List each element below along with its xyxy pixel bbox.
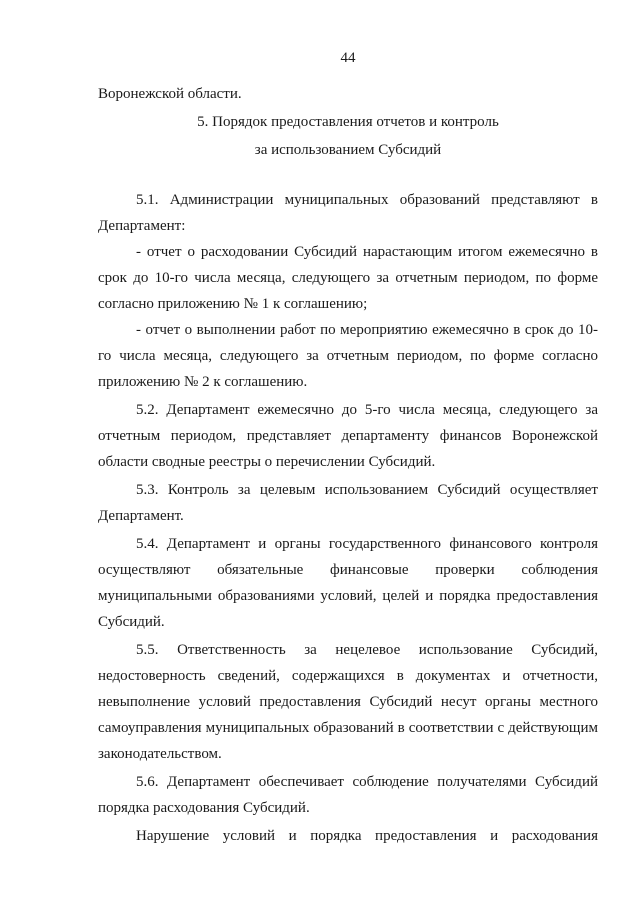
list-item-line: го числа месяца, следующего за отчетным периодом, по форме согласно — [98, 348, 598, 364]
text-line: Воронежской области. — [98, 86, 242, 102]
paragraph-5-4-line: 5.4. Департамент и органы государственного финансового контроля — [136, 536, 598, 552]
paragraph-5-5-line: 5.5. Ответственность за нецелевое использование Субсидий, — [136, 642, 598, 658]
paragraph-5-3-line: Департамент. — [98, 508, 184, 524]
paragraph-5-5-line: самоуправления муниципальных образований в соответствии с действующим — [98, 720, 598, 736]
paragraph-5-5-line: законодательством. — [98, 746, 222, 762]
list-item-line: срок до 10-го числа месяца, следующего за отчетным периодом, по форме — [98, 270, 598, 286]
paragraph-5-1-line: 5.1. Администрации муниципальных образований представляют в — [136, 192, 598, 208]
list-item-line: - отчет о расходовании Субсидий нарастающим итогом ежемесячно в — [136, 244, 598, 260]
paragraph-5-6-line: 5.6. Департамент обеспечивает соблюдение получателями Субсидий — [136, 774, 598, 790]
paragraph-5-4-line: муниципальными образованиями условий, целей и порядка предоставления — [98, 588, 598, 604]
section-heading-line-2: за использованием Субсидий — [254, 142, 442, 158]
paragraph-5-5-line: недостоверность сведений, содержащихся в документах и отчетности, — [98, 668, 598, 684]
paragraph-5-2-line: отчетным периодом, представляет департаменту финансов Воронежской — [98, 428, 598, 444]
list-item-line: - отчет о выполнении работ по мероприятию ежемесячно в срок до 10- — [136, 322, 598, 338]
paragraph-5-2-line: 5.2. Департамент ежемесячно до 5-го числа месяца, следующего за — [136, 402, 598, 418]
section-heading-line-1: 5. Порядок предоставления отчетов и контроль — [197, 114, 499, 130]
list-item-line: согласно приложению № 1 к соглашению; — [98, 296, 368, 312]
paragraph-5-5-line: невыполнение условий предоставления Субсидий несут органы местного — [98, 694, 598, 710]
paragraph-5-1-line: Департамент: — [98, 218, 186, 234]
paragraph-5-4-line: Субсидий. — [98, 614, 165, 630]
paragraph-5-3-line: 5.3. Контроль за целевым использованием Субсидий осуществляет — [136, 482, 598, 498]
paragraph-5-4-line: осуществляют обязательные финансовые проверки соблюдения — [98, 562, 598, 578]
paragraph-5-2-line: области сводные реестры о перечислении Субсидий. — [98, 454, 436, 470]
paragraph-5-6-line: порядка расходования Субсидий. — [98, 800, 310, 816]
page-number: 44 — [340, 50, 356, 66]
paragraph-violation-line: Нарушение условий и порядка предоставления и расходования — [136, 828, 598, 844]
list-item-line: приложению № 2 к соглашению. — [98, 374, 308, 390]
